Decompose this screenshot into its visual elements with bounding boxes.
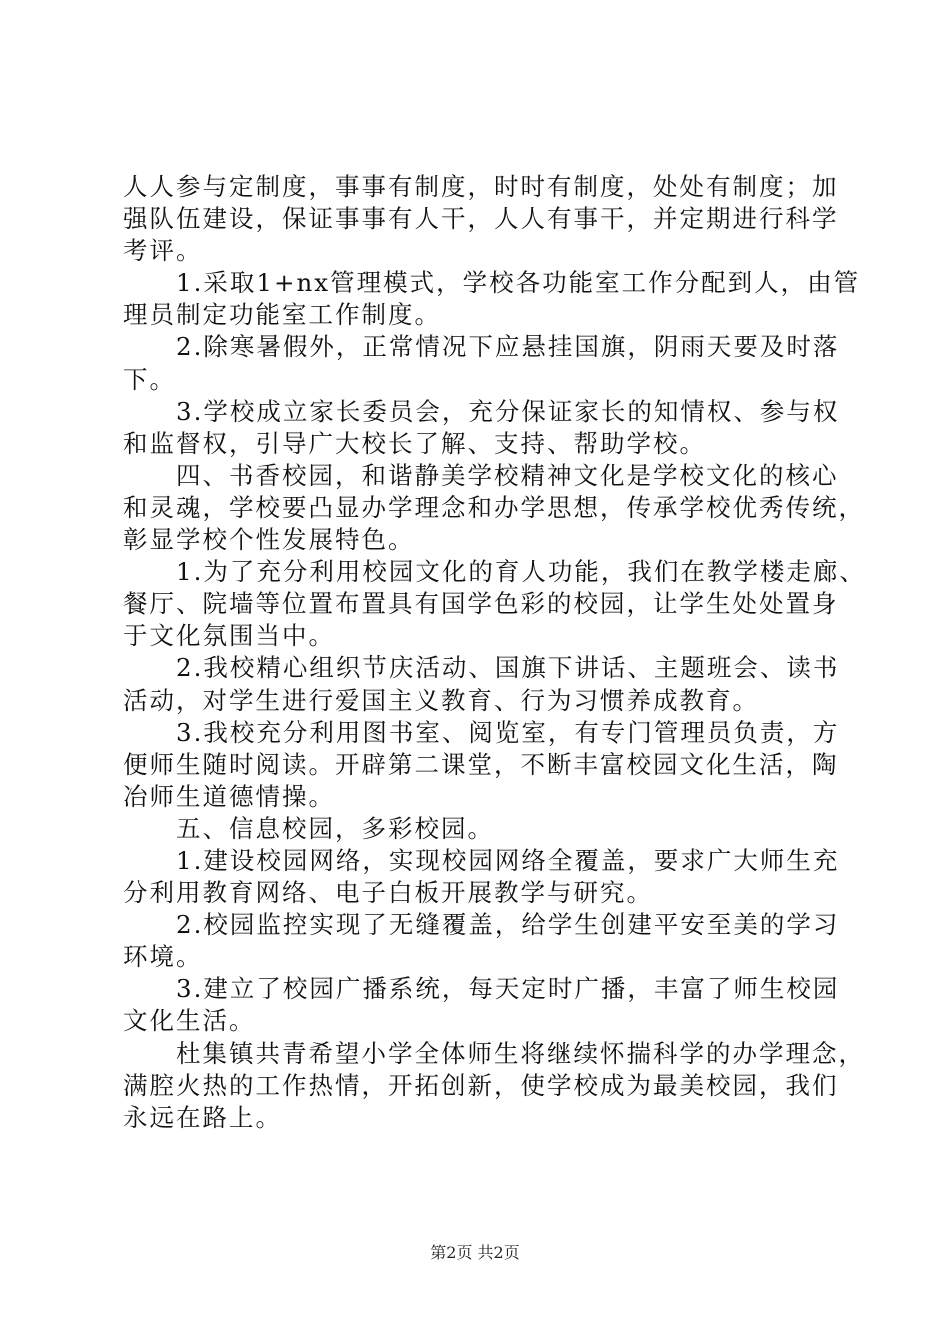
text-line-2: 强队伍建设，保证事事有人干，人人有事干，并定期进行科学 bbox=[123, 204, 839, 234]
text-line-16: 2.我校精心组织节庆活动、国旗下讲话、主题班会、读书 bbox=[123, 653, 840, 683]
text-line-11: 和灵魂，学校要凸显办学理念和办学思想，传承学校优秀传统， bbox=[123, 492, 865, 522]
text-line-29: 满腔火热的工作热情，开拓创新，使学校成为最美校园，我们 bbox=[123, 1070, 839, 1100]
text-line-6: 2.除寒暑假外，正常情况下应悬挂国旗，阴雨天要及时落 bbox=[123, 332, 840, 362]
text-line-17: 活动，对学生进行爱国主义教育、行为习惯养成教育。 bbox=[123, 685, 759, 715]
text-line-15: 于文化氛围当中。 bbox=[123, 621, 335, 651]
text-line-12: 彰显学校个性发展特色。 bbox=[123, 525, 415, 555]
text-line-20: 冶师生道德情操。 bbox=[123, 781, 335, 811]
text-line-1: 人人参与定制度，事事有制度，时时有制度，处处有制度；加 bbox=[123, 172, 839, 201]
text-line-8: 3.学校成立家长委员会，充分保证家长的知情权、参与权 bbox=[123, 396, 840, 426]
text-line-27: 文化生活。 bbox=[123, 1006, 256, 1036]
text-line-5: 理员制定功能室工作制度。 bbox=[123, 300, 441, 330]
text-line-4: 1.采取1+nx管理模式，学校各功能室工作分配到人，由管 bbox=[123, 268, 861, 298]
text-line-21: 五、信息校园，多彩校园。 bbox=[123, 813, 494, 843]
text-line-25: 环境。 bbox=[123, 942, 203, 972]
text-line-26: 3.建立了校园广播系统，每天定时广播，丰富了师生校园 bbox=[123, 974, 840, 1004]
text-line-28: 杜集镇共青希望小学全体师生将继续怀揣科学的办学理念， bbox=[123, 1038, 865, 1068]
text-line-30: 永远在路上。 bbox=[123, 1102, 282, 1132]
text-line-3: 考评。 bbox=[123, 236, 203, 266]
document-body bbox=[123, 171, 866, 1134]
text-line-19: 便师生随时阅读。开辟第二课堂，不断丰富校园文化生活，陶 bbox=[123, 749, 839, 779]
text-line-23: 分利用教育网络、电子白板开展教学与研究。 bbox=[123, 878, 653, 908]
text-line-10: 四、书香校园，和谐静美学校精神文化是学校文化的核心 bbox=[123, 460, 839, 490]
page-number-indicator: 第2页 共2页 bbox=[430, 1243, 520, 1262]
text-line-14: 餐厅、院墙等位置布置具有国学色彩的校园，让学生处处置身 bbox=[123, 589, 839, 619]
text-line-18: 3.我校充分利用图书室、阅览室，有专门管理员负责，方 bbox=[123, 717, 840, 747]
text-line-24: 2.校园监控实现了无缝覆盖，给学生创建平安至美的学习 bbox=[123, 910, 840, 940]
text-line-7: 下。 bbox=[123, 364, 176, 394]
text-line-9: 和监督权，引导广大校长了解、支持、帮助学校。 bbox=[123, 428, 706, 458]
text-line-13: 1.为了充分利用校园文化的育人功能，我们在教学楼走廊、 bbox=[123, 557, 866, 587]
page-footer bbox=[0, 1243, 950, 1263]
text-line-22: 1.建设校园网络，实现校园网络全覆盖，要求广大师生充 bbox=[123, 845, 840, 875]
